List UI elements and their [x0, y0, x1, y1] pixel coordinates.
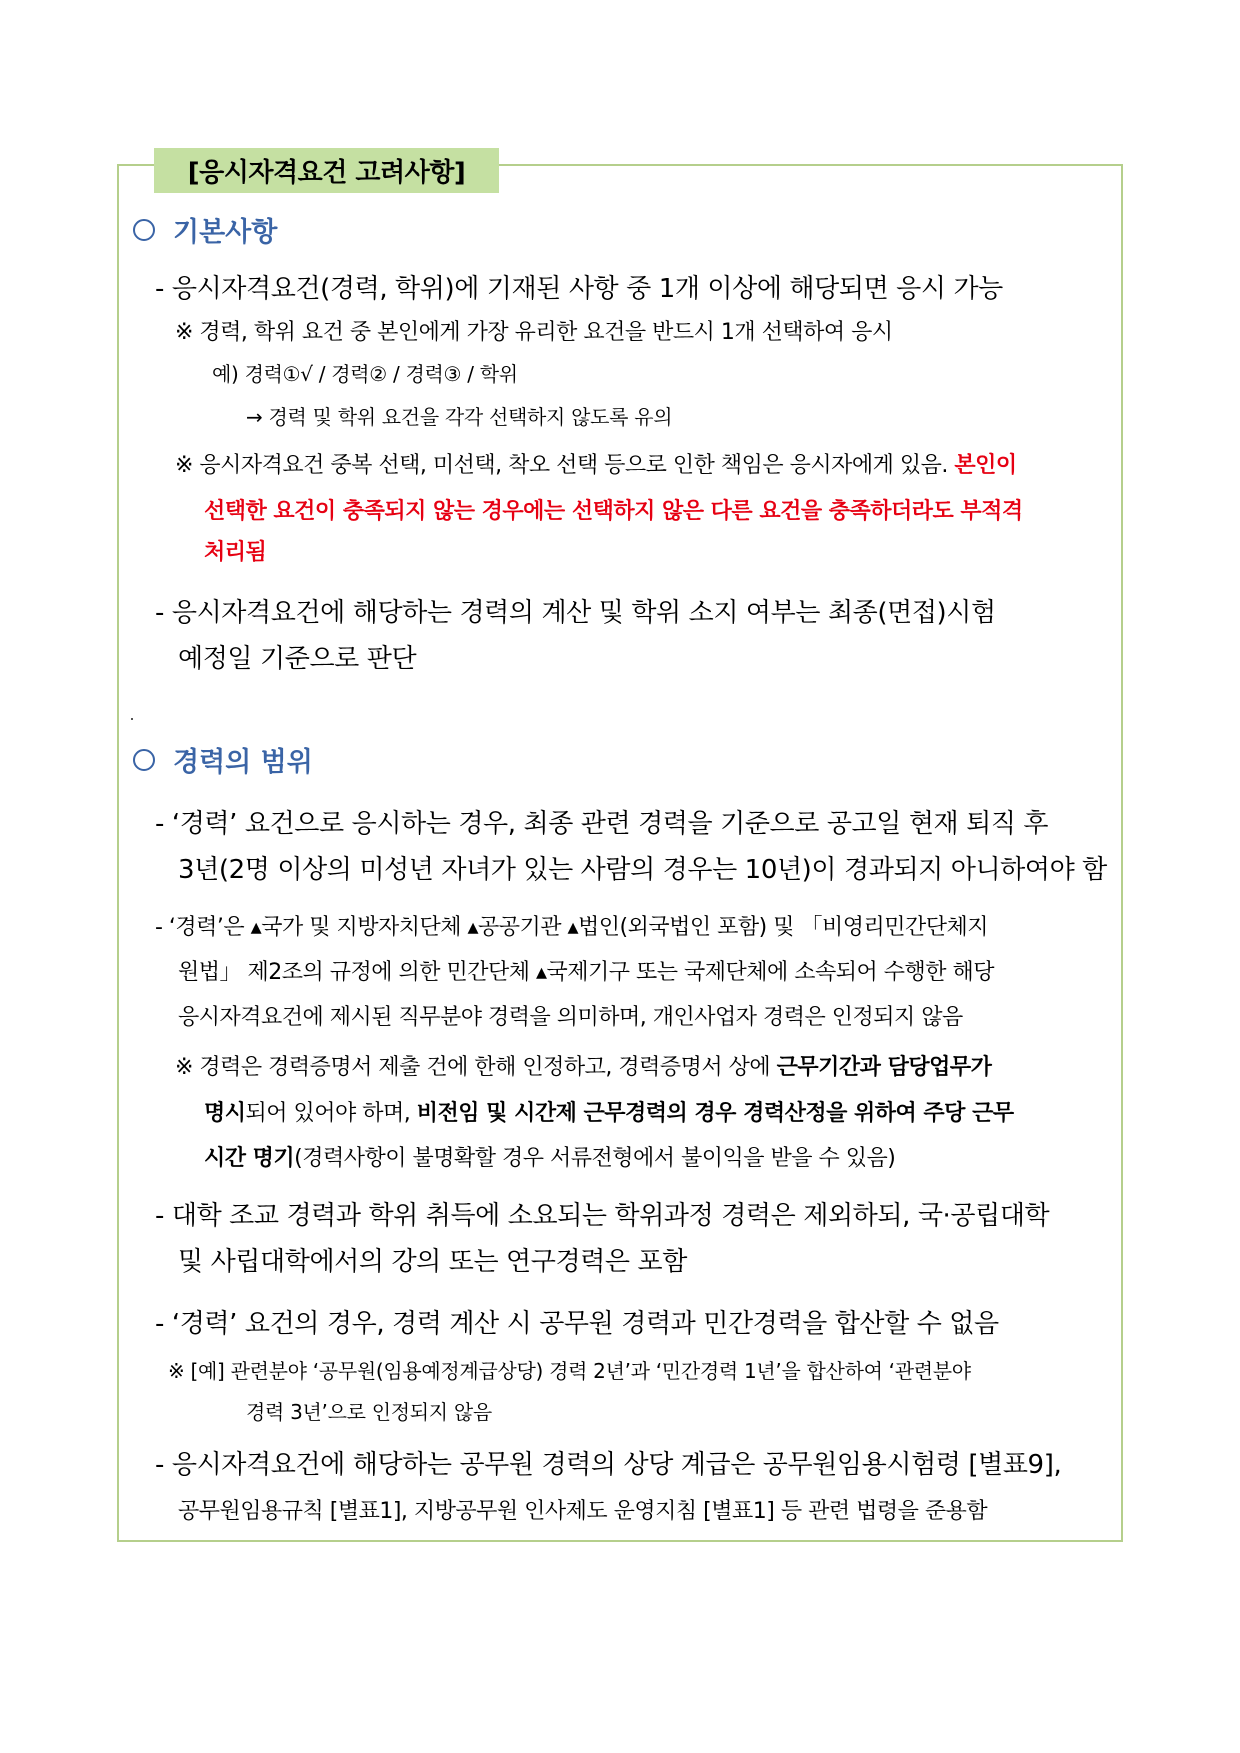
career-bullet-5-line-1: - 응시자격요건에 해당하는 공무원 경력의 상당 계급은 공무원임용시험령 [별표9], — [155, 1450, 1062, 1480]
basic-bullet-2-line-2: 예정일 기준으로 판단 — [178, 644, 417, 674]
basic-note-1: ※ 경력, 학위 요건 중 본인에게 가장 유리한 요건을 반드시 1개 선택하여 응시 — [175, 320, 893, 345]
basic-bullet-1: - 응시자격요건(경력, 학위)에 기재된 사항 중 1개 이상에 해당되면 응시 가능 — [155, 274, 1003, 304]
career-note-2-line-2: 경력 3년’으로 인정되지 않음 — [246, 1400, 492, 1424]
career-note-1-bold-b: 명시 — [204, 1101, 246, 1126]
section-career-heading — [133, 740, 313, 779]
career-note-2-line-1: ※ [예] 관련분야 ‘공무원(임용예정계급상당) 경력 2년’과 ‘민간경력 1년’을 합산하여 ‘관련분야 — [168, 1359, 971, 1383]
section-career-title: 경력의 범위 — [173, 747, 313, 778]
career-note-1-text-a: ※ 경력은 경력증명서 제출 건에 한해 인정하고, 경력증명서 상에 — [175, 1055, 777, 1080]
career-bullet-2-line-3: 응시자격요건에 제시된 직무분야 경력을 의미하며, 개인사업자 경력은 인정되지 않음 — [178, 1005, 963, 1030]
career-bullet-2-line-2: 원법」 제2조의 규정에 의한 민간단체 ▴국제기구 또는 국제단체에 소속되어 수행한 해당 — [178, 960, 995, 985]
career-note-1-text-b: 되어 있어야 하며, — [245, 1101, 417, 1126]
career-bullet-1-line-2: 3년(2명 이상의 미성년 자녀가 있는 사람의 경우는 10년)이 경과되지 아니하여야 함 — [178, 855, 1107, 885]
career-bullet-5-line-2: 공무원임용규칙 [별표1], 지방공무원 인사제도 운영지침 [별표1] 등 관련 법령을 준용함 — [178, 1499, 988, 1524]
career-bullet-3-line-1: - 대학 조교 경력과 학위 취득에 소요되는 학위과정 경력은 제외하되, 국·공립대학 — [155, 1201, 1050, 1231]
career-bullet-3-line-2: 및 사립대학에서의 강의 또는 연구경력은 포함 — [178, 1247, 687, 1277]
career-note-1-line-2 — [204, 1096, 1014, 1127]
career-note-1-line-3 — [204, 1141, 895, 1172]
basic-note-2-red-3: 처리됨 — [204, 540, 267, 565]
career-note-1-text-c: (경력사항이 불명확할 경우 서류전형에서 불이익을 받을 수 있음) — [294, 1146, 896, 1171]
career-note-1-bold-c: 비전임 및 시간제 근무경력의 경우 경력산정을 위하여 주당 근무 — [416, 1101, 1014, 1126]
box-title: [응시자격요건 고려사항] — [154, 148, 499, 193]
career-note-1-bold-d: 시간 명기 — [204, 1146, 295, 1171]
basic-example-1: 예) 경력①√ / 경력② / 경력③ / 학위 — [212, 362, 518, 386]
section-basic-heading — [133, 210, 277, 249]
basic-note-2-line-1 — [175, 448, 1017, 479]
section-basic-title: 기본사항 — [173, 217, 278, 248]
career-note-1-bold-a: 근무기간과 담당업무가 — [776, 1055, 992, 1080]
career-bullet-2-line-1: - ‘경력’은 ▴국가 및 지방자치단체 ▴공공기관 ▴법인(외국법인 포함) 및 「비영리민간단체지 — [155, 915, 988, 940]
basic-example-2: → 경력 및 학위 요건을 각각 선택하지 않도록 유의 — [246, 405, 673, 429]
basic-note-2-red-1: 본인이 — [954, 453, 1017, 478]
basic-bullet-2-line-1: - 응시자격요건에 해당하는 경력의 계산 및 학위 소지 여부는 최종(면접)시험 — [155, 598, 996, 628]
career-note-1-line-1 — [175, 1050, 991, 1081]
stray-dot — [131, 718, 133, 720]
circle-bullet-icon — [133, 749, 155, 771]
basic-note-2-red-2: 선택한 요건이 충족되지 않는 경우에는 선택하지 않은 다른 요건을 충족하더라도 부적격 — [204, 499, 1023, 524]
basic-note-2-text: ※ 응시자격요건 중복 선택, 미선택, 착오 선택 등으로 인한 책임은 응시자에게 있음. — [175, 453, 955, 478]
circle-bullet-icon — [133, 219, 155, 241]
career-bullet-1-line-1: - ‘경력’ 요건으로 응시하는 경우, 최종 관련 경력을 기준으로 공고일 현재 퇴직 후 — [155, 809, 1049, 839]
career-bullet-4: - ‘경력’ 요건의 경우, 경력 계산 시 공무원 경력과 민간경력을 합산할 수 없음 — [155, 1309, 999, 1339]
